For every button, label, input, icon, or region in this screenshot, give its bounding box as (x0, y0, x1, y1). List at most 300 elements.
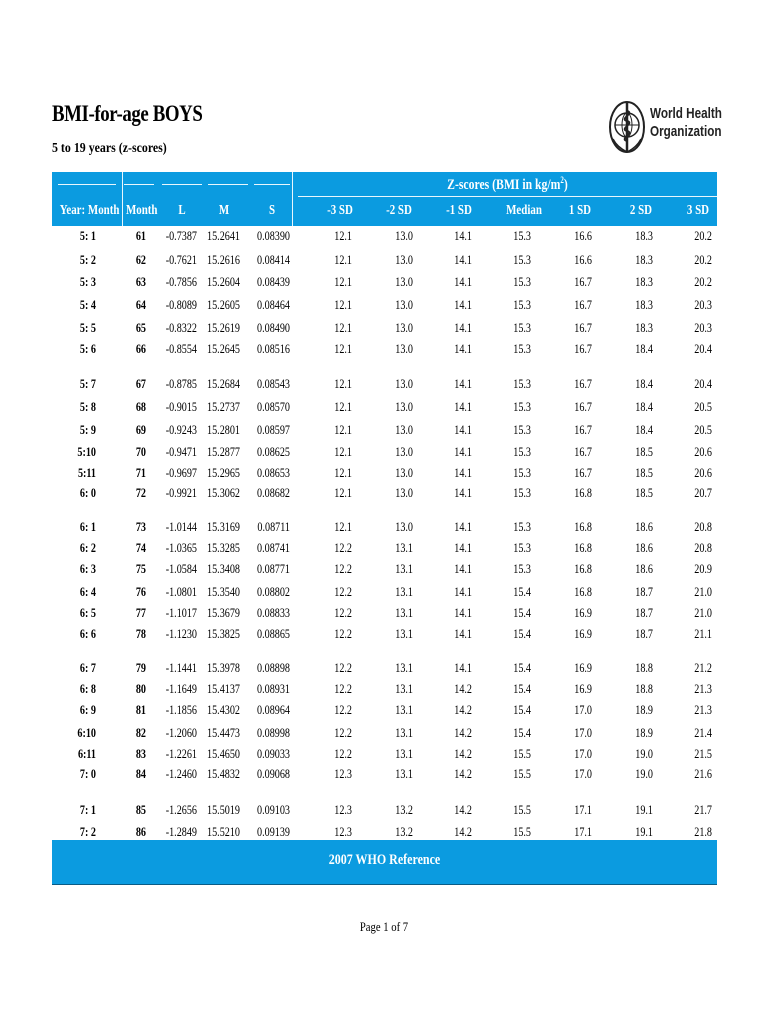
cell-3sd: 21.8 (694, 824, 712, 839)
cell-s: 0.08898 (257, 660, 290, 675)
cell-median: 15.3 (513, 274, 531, 289)
cell-3sd: 21.3 (694, 702, 712, 717)
zscores-group-header: Z-scores (BMI in $kg/m^2$) (447, 175, 568, 193)
header-divider (254, 184, 290, 185)
cell-minus3sd: 12.1 (334, 444, 352, 459)
table-row (52, 442, 717, 462)
table-row (52, 723, 717, 743)
cell-m: 15.2801 (207, 422, 240, 437)
cell-l: -1.1441 (165, 660, 197, 675)
cell-1sd: 16.8 (574, 584, 592, 599)
cell-minus3sd: 12.2 (334, 626, 352, 641)
cell-minus2sd: 13.0 (395, 399, 413, 414)
header-divider (162, 184, 202, 185)
cell-month: 73 (135, 519, 146, 534)
cell-2sd: 18.7 (635, 605, 653, 620)
cell-minus3sd: 12.2 (334, 561, 352, 576)
cell-s: 0.08570 (257, 399, 290, 414)
cell-l: -0.7387 (165, 228, 197, 243)
cell-1sd: 17.0 (574, 702, 592, 717)
cell-median: 15.3 (513, 561, 531, 576)
cell-minus1sd: 14.1 (454, 422, 472, 437)
cell-l: -1.0365 (165, 540, 197, 555)
cell-1sd: 16.7 (574, 422, 592, 437)
cell-3sd: 20.2 (694, 252, 712, 267)
cell-3sd: 21.6 (694, 766, 712, 781)
header-divider (124, 184, 154, 185)
cell-year-month: 5: 8 (79, 399, 96, 414)
cell-year-month: 5: 7 (79, 376, 96, 391)
cell-minus3sd: 12.1 (334, 274, 352, 289)
header-divider (292, 172, 293, 226)
cell-3sd: 20.9 (694, 561, 712, 576)
cell-minus3sd: 12.2 (334, 746, 352, 761)
cell-minus3sd: 12.1 (334, 297, 352, 312)
cell-s: 0.08865 (257, 626, 290, 641)
cell-2sd: 18.3 (635, 252, 653, 267)
cell-m: 15.2684 (207, 376, 240, 391)
cell-l: -1.1017 (165, 605, 197, 620)
cell-2sd: 18.5 (635, 485, 653, 500)
cell-year-month: 5: 5 (79, 320, 96, 335)
cell-1sd: 17.0 (574, 746, 592, 761)
cell-minus2sd: 13.0 (395, 485, 413, 500)
cell-l: -0.9471 (165, 444, 197, 459)
cell-s: 0.08931 (257, 681, 290, 696)
cell-month: 76 (135, 584, 146, 599)
cell-year-month: 6: 3 (79, 561, 96, 576)
cell-minus3sd: 12.1 (334, 376, 352, 391)
header-divider (58, 184, 116, 185)
cell-median: 15.4 (513, 605, 531, 620)
cell-m: 15.3540 (207, 584, 240, 599)
cell-2sd: 18.6 (635, 561, 653, 576)
cell-median: 15.3 (513, 320, 531, 335)
cell-year-month: 7: 1 (79, 802, 96, 817)
cell-minus2sd: 13.1 (395, 584, 413, 599)
cell-2sd: 18.9 (635, 702, 653, 717)
cell-3sd: 21.4 (694, 725, 712, 740)
cell-3sd: 21.3 (694, 681, 712, 696)
cell-l: -1.2261 (165, 746, 197, 761)
cell-2sd: 18.9 (635, 725, 653, 740)
cell-s: 0.08439 (257, 274, 290, 289)
cell-month: 85 (135, 802, 146, 817)
cell-1sd: 16.6 (574, 228, 592, 243)
cell-s: 0.08711 (257, 519, 290, 534)
cell-3sd: 21.0 (694, 584, 712, 599)
cell-minus1sd: 14.1 (454, 252, 472, 267)
cell-2sd: 18.6 (635, 519, 653, 534)
cell-minus2sd: 13.2 (395, 802, 413, 817)
cell-minus2sd: 13.1 (395, 725, 413, 740)
who-logo (607, 97, 722, 159)
cell-minus2sd: 13.0 (395, 297, 413, 312)
cell-minus2sd: 13.0 (395, 444, 413, 459)
cell-year-month: 6: 4 (79, 584, 96, 599)
cell-minus1sd: 14.2 (454, 681, 472, 696)
cell-minus1sd: 14.1 (454, 376, 472, 391)
cell-median: 15.3 (513, 228, 531, 243)
cell-median: 15.3 (513, 341, 531, 356)
cell-minus2sd: 13.2 (395, 824, 413, 839)
table-header (52, 172, 717, 226)
page-title: BMI-for-age BOYS (52, 101, 203, 126)
cell-median: 15.3 (513, 444, 531, 459)
cell-median: 15.4 (513, 702, 531, 717)
cell-m: 15.4137 (207, 681, 240, 696)
table-row (52, 744, 717, 764)
col-header-year-month: Year: Month (59, 203, 120, 218)
cell-minus1sd: 14.1 (454, 660, 472, 675)
cell-month: 64 (135, 297, 146, 312)
cell-median: 15.5 (513, 746, 531, 761)
cell-median: 15.3 (513, 519, 531, 534)
cell-minus3sd: 12.2 (334, 702, 352, 717)
cell-1sd: 16.7 (574, 399, 592, 414)
cell-minus3sd: 12.2 (334, 660, 352, 675)
header-divider (122, 172, 123, 226)
cell-minus1sd: 14.1 (454, 561, 472, 576)
cell-m: 15.2645 (207, 341, 240, 356)
cell-s: 0.08833 (257, 605, 290, 620)
cell-m: 15.4832 (207, 766, 240, 781)
table-row (52, 764, 717, 784)
cell-month: 78 (135, 626, 146, 641)
cell-s: 0.09103 (257, 802, 290, 817)
cell-2sd: 18.3 (635, 274, 653, 289)
cell-1sd: 16.7 (574, 465, 592, 480)
cell-2sd: 18.3 (635, 228, 653, 243)
table-row (52, 800, 717, 820)
cell-minus2sd: 13.0 (395, 519, 413, 534)
cell-month: 84 (135, 766, 146, 781)
cell-m: 15.3285 (207, 540, 240, 555)
cell-minus1sd: 14.1 (454, 274, 472, 289)
cell-m: 15.3062 (207, 485, 240, 500)
cell-m: 15.2616 (207, 252, 240, 267)
cell-minus1sd: 14.1 (454, 228, 472, 243)
cell-month: 79 (135, 660, 146, 675)
cell-s: 0.09033 (257, 746, 290, 761)
table-row (52, 420, 717, 440)
cell-s: 0.08741 (257, 540, 290, 555)
reference-label: 2007 WHO Reference (328, 852, 441, 868)
table-row (52, 624, 717, 644)
cell-2sd: 18.4 (635, 422, 653, 437)
cell-minus3sd: 12.3 (334, 824, 352, 839)
page-subtitle: 5 to 19 years (z-scores) (52, 141, 167, 156)
cell-month: 81 (135, 702, 146, 717)
cell-month: 71 (135, 465, 146, 480)
cell-minus1sd: 14.1 (454, 519, 472, 534)
cell-year-month: 5: 9 (79, 422, 96, 437)
cell-median: 15.4 (513, 660, 531, 675)
cell-l: -0.9921 (165, 485, 197, 500)
cell-s: 0.08964 (257, 702, 290, 717)
cell-2sd: 18.6 (635, 540, 653, 555)
cell-s: 0.08543 (257, 376, 290, 391)
cell-month: 66 (135, 341, 146, 356)
cell-s: 0.08390 (257, 228, 290, 243)
cell-3sd: 20.4 (694, 341, 712, 356)
col-header-m: M (218, 203, 230, 218)
cell-year-month: 5:11 (77, 465, 96, 480)
cell-3sd: 21.0 (694, 605, 712, 620)
cell-l: -0.9697 (165, 465, 197, 480)
col-header-l: L (178, 203, 186, 218)
table-row (52, 318, 717, 338)
cell-1sd: 17.0 (574, 725, 592, 740)
cell-year-month: 6: 1 (79, 519, 96, 534)
cell-l: -0.8785 (165, 376, 197, 391)
bmi-table-body (52, 226, 717, 840)
cell-minus3sd: 12.2 (334, 540, 352, 555)
cell-year-month: 6: 9 (79, 702, 96, 717)
cell-minus3sd: 12.1 (334, 485, 352, 500)
table-row (52, 339, 717, 359)
cell-2sd: 18.3 (635, 320, 653, 335)
cell-2sd: 18.5 (635, 465, 653, 480)
cell-3sd: 20.6 (694, 444, 712, 459)
cell-s: 0.08464 (257, 297, 290, 312)
cell-median: 15.3 (513, 376, 531, 391)
cell-l: -1.0584 (165, 561, 197, 576)
table-row (52, 538, 717, 558)
cell-year-month: 6: 2 (79, 540, 96, 555)
cell-2sd: 18.4 (635, 376, 653, 391)
cell-year-month: 5: 1 (79, 228, 96, 243)
cell-l: -0.9243 (165, 422, 197, 437)
cell-minus1sd: 14.2 (454, 746, 472, 761)
cell-minus1sd: 14.1 (454, 626, 472, 641)
cell-s: 0.08597 (257, 422, 290, 437)
table-row (52, 272, 717, 292)
cell-l: -1.2460 (165, 766, 197, 781)
cell-1sd: 16.9 (574, 605, 592, 620)
who-emblem-icon (607, 97, 647, 157)
cell-year-month: 7: 0 (79, 766, 96, 781)
cell-median: 15.5 (513, 824, 531, 839)
table-footer (52, 840, 717, 885)
cell-m: 15.3978 (207, 660, 240, 675)
cell-median: 15.3 (513, 399, 531, 414)
cell-3sd: 20.3 (694, 297, 712, 312)
cell-median: 15.4 (513, 626, 531, 641)
cell-minus2sd: 13.0 (395, 465, 413, 480)
cell-2sd: 18.4 (635, 399, 653, 414)
col-header-median: Median (506, 203, 542, 218)
cell-median: 15.3 (513, 422, 531, 437)
col-header-minus2sd: -2 SD (386, 203, 412, 218)
cell-2sd: 18.3 (635, 297, 653, 312)
header-divider (298, 196, 717, 197)
cell-minus2sd: 13.1 (395, 626, 413, 641)
table-row (52, 679, 717, 699)
cell-minus2sd: 13.1 (395, 702, 413, 717)
cell-s: 0.08516 (257, 341, 290, 356)
cell-2sd: 19.1 (635, 802, 653, 817)
cell-minus3sd: 12.1 (334, 422, 352, 437)
cell-month: 72 (135, 485, 146, 500)
cell-l: -1.1230 (165, 626, 197, 641)
cell-month: 82 (135, 725, 146, 740)
cell-l: -1.1856 (165, 702, 197, 717)
cell-m: 15.2641 (207, 228, 240, 243)
cell-minus1sd: 14.2 (454, 802, 472, 817)
cell-1sd: 17.1 (574, 824, 592, 839)
cell-1sd: 17.0 (574, 766, 592, 781)
cell-s: 0.08653 (257, 465, 290, 480)
cell-1sd: 16.9 (574, 626, 592, 641)
cell-month: 86 (135, 824, 146, 839)
cell-l: -0.7621 (165, 252, 197, 267)
col-header-1sd: 1 SD (568, 203, 592, 218)
col-header-s: S (268, 203, 276, 218)
cell-year-month: 6:10 (77, 725, 96, 740)
cell-s: 0.08682 (257, 485, 290, 500)
cell-median: 15.3 (513, 465, 531, 480)
cell-1sd: 16.8 (574, 519, 592, 534)
cell-2sd: 18.5 (635, 444, 653, 459)
cell-minus1sd: 14.1 (454, 485, 472, 500)
cell-minus2sd: 13.1 (395, 746, 413, 761)
cell-minus3sd: 12.1 (334, 465, 352, 480)
cell-minus3sd: 12.1 (334, 341, 352, 356)
cell-median: 15.3 (513, 485, 531, 500)
col-header-month: Month (125, 203, 158, 218)
cell-median: 15.4 (513, 725, 531, 740)
cell-s: 0.08802 (257, 584, 290, 599)
cell-minus1sd: 14.2 (454, 824, 472, 839)
logo-line-1: World Health (650, 105, 722, 122)
cell-s: 0.08490 (257, 320, 290, 335)
cell-3sd: 21.2 (694, 660, 712, 675)
cell-month: 68 (135, 399, 146, 414)
cell-m: 15.2619 (207, 320, 240, 335)
page-number: Page 1 of 7 (359, 919, 409, 934)
cell-3sd: 20.3 (694, 320, 712, 335)
col-header-3sd: 3 SD (686, 203, 710, 218)
cell-3sd: 20.7 (694, 485, 712, 500)
cell-minus2sd: 13.1 (395, 766, 413, 781)
cell-1sd: 16.7 (574, 376, 592, 391)
cell-l: -1.2060 (165, 725, 197, 740)
cell-minus3sd: 12.1 (334, 320, 352, 335)
cell-year-month: 6: 6 (79, 626, 96, 641)
table-row (52, 397, 717, 417)
cell-minus1sd: 14.1 (454, 399, 472, 414)
cell-month: 74 (135, 540, 146, 555)
table-row (52, 559, 717, 579)
cell-m: 15.4473 (207, 725, 240, 740)
cell-1sd: 16.8 (574, 561, 592, 576)
cell-month: 62 (135, 252, 146, 267)
table-row (52, 700, 717, 720)
cell-m: 15.3169 (207, 519, 240, 534)
table-row (52, 374, 717, 394)
table-row (52, 517, 717, 537)
cell-minus3sd: 12.3 (334, 766, 352, 781)
table-row (52, 250, 717, 270)
cell-m: 15.4302 (207, 702, 240, 717)
cell-2sd: 18.4 (635, 341, 653, 356)
cell-median: 15.3 (513, 540, 531, 555)
cell-minus2sd: 13.1 (395, 561, 413, 576)
cell-month: 75 (135, 561, 146, 576)
cell-minus2sd: 13.0 (395, 228, 413, 243)
cell-1sd: 16.7 (574, 341, 592, 356)
cell-year-month: 6: 5 (79, 605, 96, 620)
table-row (52, 582, 717, 602)
cell-year-month: 5:10 (77, 444, 96, 459)
cell-1sd: 16.9 (574, 681, 592, 696)
cell-minus3sd: 12.1 (334, 252, 352, 267)
cell-median: 15.4 (513, 584, 531, 599)
cell-2sd: 18.8 (635, 681, 653, 696)
cell-median: 15.3 (513, 297, 531, 312)
cell-month: 65 (135, 320, 146, 335)
cell-2sd: 18.7 (635, 584, 653, 599)
cell-m: 15.2877 (207, 444, 240, 459)
cell-2sd: 18.8 (635, 660, 653, 675)
cell-minus3sd: 12.2 (334, 681, 352, 696)
cell-year-month: 6: 7 (79, 660, 96, 675)
cell-year-month: 6: 8 (79, 681, 96, 696)
cell-s: 0.08625 (257, 444, 290, 459)
cell-s: 0.08771 (257, 561, 290, 576)
cell-m: 15.5019 (207, 802, 240, 817)
cell-month: 77 (135, 605, 146, 620)
cell-minus3sd: 12.2 (334, 605, 352, 620)
cell-l: -0.8089 (165, 297, 197, 312)
cell-1sd: 17.1 (574, 802, 592, 817)
cell-minus2sd: 13.1 (395, 540, 413, 555)
cell-m: 15.3408 (207, 561, 240, 576)
cell-minus3sd: 12.1 (334, 519, 352, 534)
cell-minus2sd: 13.1 (395, 660, 413, 675)
cell-l: -0.7856 (165, 274, 197, 289)
cell-3sd: 20.2 (694, 228, 712, 243)
cell-minus1sd: 14.1 (454, 540, 472, 555)
cell-median: 15.5 (513, 802, 531, 817)
cell-l: -1.0801 (165, 584, 197, 599)
cell-l: -1.2849 (165, 824, 197, 839)
table-row (52, 463, 717, 483)
cell-s: 0.09068 (257, 766, 290, 781)
cell-minus2sd: 13.0 (395, 320, 413, 335)
cell-minus2sd: 13.0 (395, 376, 413, 391)
cell-minus1sd: 14.2 (454, 702, 472, 717)
cell-s: 0.09139 (257, 824, 290, 839)
cell-2sd: 18.7 (635, 626, 653, 641)
cell-median: 15.4 (513, 681, 531, 696)
cell-3sd: 20.5 (694, 422, 712, 437)
cell-year-month: 5: 3 (79, 274, 96, 289)
table-row (52, 295, 717, 315)
cell-median: 15.5 (513, 766, 531, 781)
cell-month: 61 (135, 228, 146, 243)
cell-3sd: 20.4 (694, 376, 712, 391)
col-header-minus3sd: -3 SD (327, 203, 353, 218)
cell-minus1sd: 14.1 (454, 297, 472, 312)
cell-m: 15.2604 (207, 274, 240, 289)
cell-minus3sd: 12.2 (334, 584, 352, 599)
cell-3sd: 21.1 (694, 626, 712, 641)
cell-3sd: 20.5 (694, 399, 712, 414)
cell-m: 15.2965 (207, 465, 240, 480)
cell-l: -0.8554 (165, 341, 197, 356)
